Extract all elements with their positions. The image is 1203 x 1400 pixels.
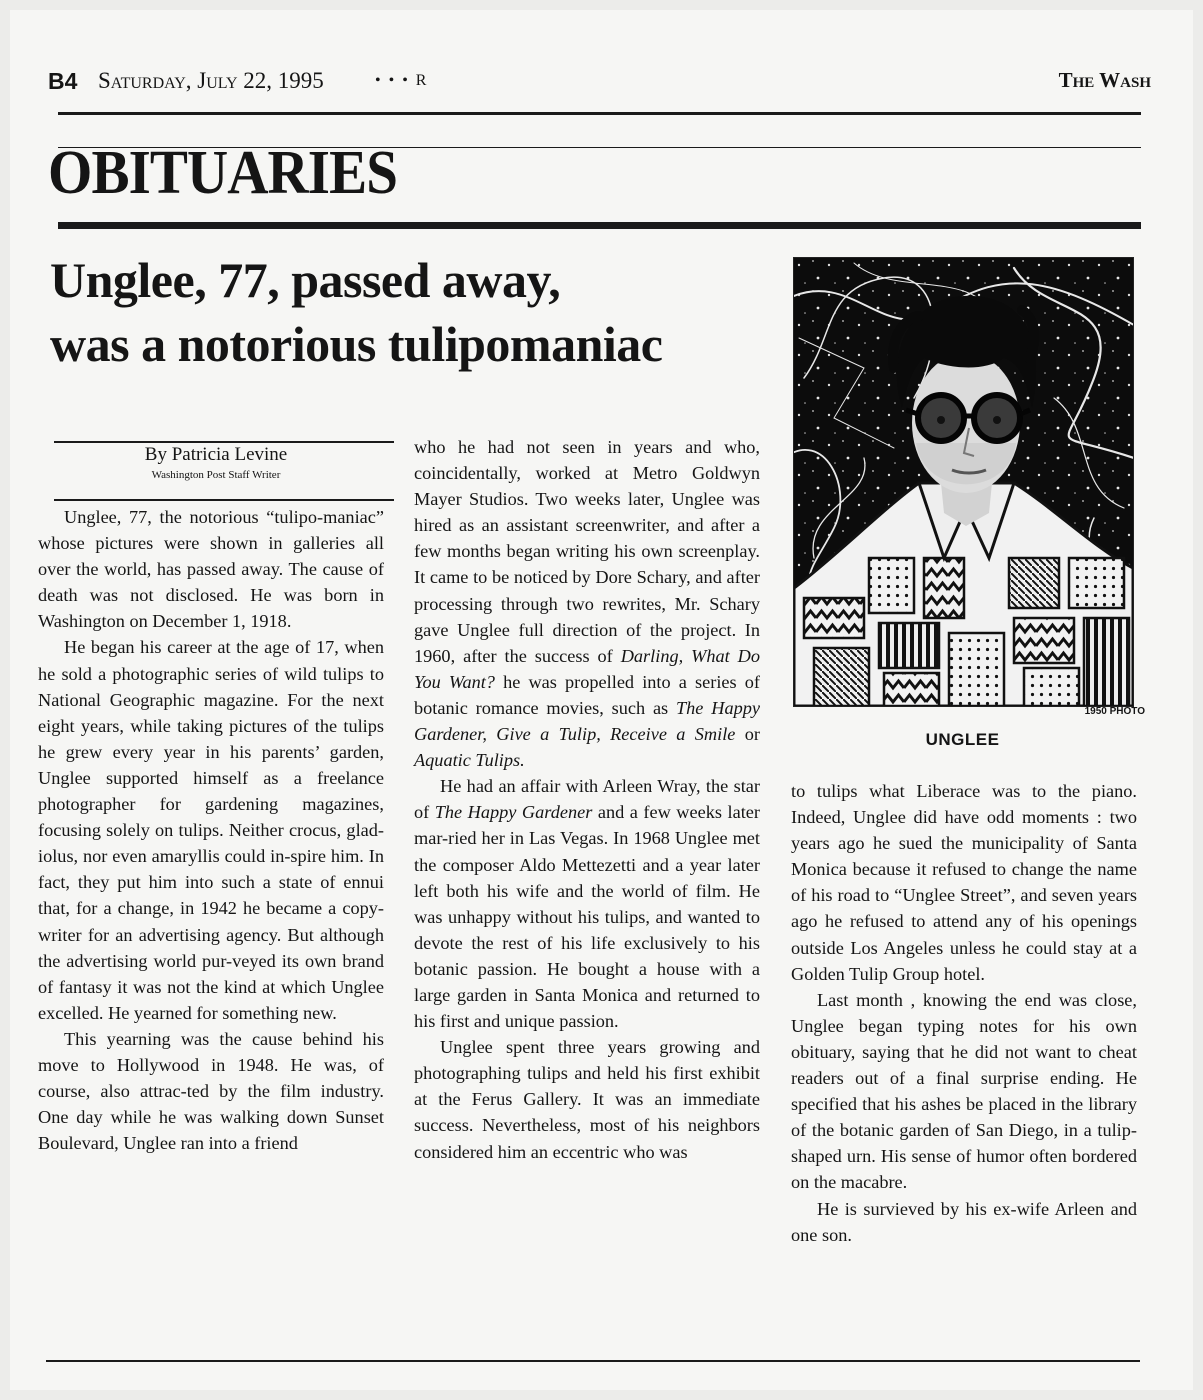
headline-line-2: was a notorious tulipomaniac xyxy=(50,316,663,372)
newspaper-name: The Wash xyxy=(1058,68,1151,92)
paragraph: He is survieved by his ex-wife Arleen and one son. xyxy=(791,1198,1137,1245)
headline xyxy=(50,248,790,376)
photo-caption: UNGLEE xyxy=(925,730,1000,749)
portrait-photo xyxy=(793,257,1134,707)
film-title: The Happy Gardener, Give a Tulip, Receive a Smile xyxy=(414,697,760,745)
byline xyxy=(48,442,384,482)
paragraph: He began his career at the age of 17, when he sold a photographic series of wild tulips to National Geographic magazine. For the next eight years, while taking pictures of the tulips he grew every year in his parents’ garden, Unglee supported himself as a freelance photographer for gardening magazines, focusing solely on tulips. Neither crocus, glad-iolus, nor even amaryllis could in-spire him. In fact, they put him into such a state of ennui that, for a change, in 1942 he became a copy-writer for an advertising agency. But although the advertising world pur-veyed its own brand of fantasy it was not the kind at which Unglee excelled. He yearned for something new. xyxy=(38,637,384,1023)
paragraph: Unglee, 77, the notorious “tulipo-maniac” whose pictures were shown in galleries all over the world, has passed away. The cause of death was not disclosed. He was born in Washington on December 1, 1918. xyxy=(38,507,384,632)
headline-line-1: Unglee, 77, passed away, xyxy=(50,252,561,308)
film-title: Aquatic Tulips. xyxy=(414,750,525,771)
paragraph: Last month , knowing the end was close, Unglee began typing notes for his own obituary, saying that he did not want to cheat readers out of a final surprise ending. He specified that his ashes be placed in the library of the botanic garden of San Diego, in a tulip-shaped urn. His sense of humor often bordered on the macabre. xyxy=(791,989,1137,1193)
edition-marker: • • • R xyxy=(375,72,429,89)
article-column-1 xyxy=(38,504,384,1156)
film-title: The Happy Gardener xyxy=(434,802,593,823)
article-column-3 xyxy=(791,778,1137,1248)
paragraph: Unglee spent three years growing and photographing tulips and held his first exhibit at the Ferus Gallery. It was an immediate success. Nevertheless, most of his neighbors considered him an eccentric who was xyxy=(414,1037,760,1162)
paragraph: to tulips what Liberace was to the piano. Indeed, Unglee did have odd moments : two years ago he sued the municipality of Santa Monica because it refused to change the name of his road to “Unglee Street”, and seven years ago he refused to attend any of his openings outside Los Angeles unless he could stay at a Golden Tulip Group hotel. xyxy=(791,781,1137,984)
paragraph: He had an affair with Arleen Wray, the star of The Happy Gardener and a few weeks later mar-ried her in Las Vegas. In 1968 Unglee met the composer Aldo Mettezetti and a year later left both his wife and the world of film. He was unhappy without his tulips, and wanted to devote the rest of his life exclusively to his botanic passion. He bought a house with a large garden in Santa Monica and returned to his first and unique passion. xyxy=(414,776,760,1032)
byline-bottom-rule xyxy=(54,499,394,501)
photo-credit: 1950 PHOTO xyxy=(1084,706,1145,717)
byline-role: Washington Post Staff Writer xyxy=(151,469,281,481)
section-title: OBITUARIES xyxy=(48,139,398,207)
article-column-2 xyxy=(414,434,760,1165)
byline-author: By Patricia Levine xyxy=(144,444,288,465)
bottom-rule xyxy=(46,1360,1140,1362)
folio-rule xyxy=(58,112,1141,115)
section-bottom-rule xyxy=(58,222,1141,229)
film-title: Darling, What Do You Want? xyxy=(414,645,760,692)
page-number: B4 xyxy=(48,68,78,94)
paragraph: who he had not seen in years and who, coincidentally, worked at Metro Goldwyn Mayer Studios. Two weeks later, Unglee was hired as an assistant screenwriter, and after a few months began writing his own screenplay. It came to be noticed by Dore Schary, and after processing through two rewrites, Mr. Schary gave Unglee full direction of the project. In 1960, after the success of Darling, What Do You Want? he was propelled into a series of botanic romance movies, such as The Happy Gardener, Give a Tulip, Receive a Smile or Aquatic Tulips. xyxy=(414,437,760,771)
issue-date: Saturday, July 22, 1995 xyxy=(98,68,324,93)
paragraph: This yearning was the cause behind his move to Hollywood in 1948. He was, of course, also attrac-ted by the film industry. One day while he was walking down Sunset Boulevard, Unglee ran into a friend xyxy=(38,1028,384,1154)
